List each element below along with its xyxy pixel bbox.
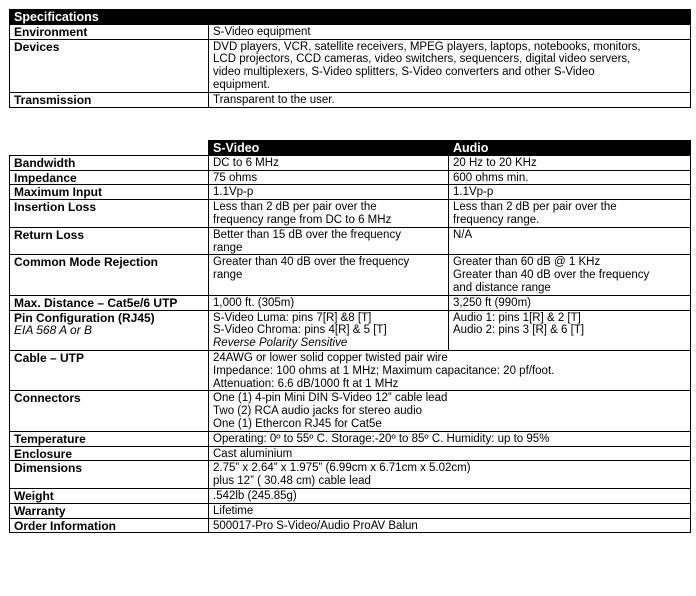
svideo-value — [209, 255, 449, 295]
svideo-value — [209, 155, 449, 170]
table-row — [10, 310, 691, 350]
table-row — [10, 446, 691, 461]
table-row — [10, 461, 691, 489]
row-label-text: Enclosure — [14, 446, 73, 461]
value-line: One (1) Ethercon RJ45 for Cat5e — [213, 417, 382, 430]
svideo-value — [209, 310, 449, 350]
row-label-text: Cable – UTP — [14, 350, 85, 365]
row-label — [10, 446, 209, 461]
value-line: 1.1Vp-p — [213, 186, 254, 199]
value-line: N/A — [453, 228, 473, 241]
row-label-text: Bandwidth — [14, 155, 76, 170]
row-value — [209, 503, 691, 518]
value-line: video multiplexers, S-Video splitters, S-Video converters and other S-Video — [213, 66, 595, 79]
value-line: Better than 15 dB over the frequency — [213, 228, 401, 241]
table-row — [10, 431, 691, 446]
row-value — [209, 461, 691, 489]
row-label: Devices — [10, 39, 209, 92]
value-line: range — [213, 241, 243, 254]
row-value — [209, 39, 691, 92]
row-label-text: Insertion Loss — [14, 200, 97, 215]
value-line: 1,000 ft. (305m) — [213, 296, 295, 309]
row-label-text: Max. Distance – Cat5e/6 UTP — [14, 295, 178, 310]
audio-value — [449, 170, 691, 185]
audio-column-header: Audio — [449, 141, 691, 156]
table-row — [10, 39, 691, 92]
value-line: 3,250 ft (990m) — [453, 296, 531, 309]
row-label-text: Order Information — [14, 518, 117, 533]
value-line: Less than 2 dB per pair over the — [213, 201, 377, 214]
row-label-text: Common Mode Rejection — [14, 255, 159, 270]
value-line: Greater than 40 dB over the frequency — [213, 256, 410, 269]
header-blank-cell — [10, 141, 209, 156]
row-value — [209, 518, 691, 533]
row-label: Transmission — [10, 92, 209, 107]
table-row — [10, 170, 691, 185]
value-line: DC to 6 MHz — [213, 156, 279, 169]
row-label-text: Dimensions — [14, 461, 83, 476]
row-label-text: Return Loss — [14, 227, 85, 242]
row-sublabel: EIA 568 A or B — [14, 323, 93, 338]
row-value: S-Video equipment — [209, 24, 691, 39]
value-line: 75 ohms — [213, 171, 258, 184]
row-label — [10, 461, 209, 489]
table-row — [10, 200, 691, 228]
value-line: Audio 2: pins 3 [R] & 6 [T] — [453, 324, 585, 337]
table-row — [10, 488, 691, 503]
row-value — [209, 431, 691, 446]
table-row — [10, 503, 691, 518]
audio-value — [449, 255, 691, 295]
specifications-table — [9, 9, 691, 108]
value-line: Impedance: 100 ohms at 1 MHz; Maximum capacitance: 20 pf/foot. — [213, 364, 555, 377]
audio-value — [449, 185, 691, 200]
row-label: Environment — [10, 24, 209, 39]
value-line: 20 Hz to 20 KHz — [453, 156, 537, 169]
row-label — [10, 295, 209, 310]
row-label — [10, 310, 209, 350]
row-value — [209, 391, 691, 431]
value-line: range — [213, 269, 243, 282]
row-label — [10, 227, 209, 255]
value-line: 24AWG or lower solid copper twisted pair wire — [213, 351, 448, 364]
svideo-value — [209, 227, 449, 255]
value-line: 500017-Pro S-Video/Audio ProAV Balun — [213, 519, 418, 532]
row-label-text: Weight — [14, 488, 54, 503]
table-row — [10, 295, 691, 310]
value-line: S-Video Luma: pins 7[R] &8 [T] — [213, 311, 372, 324]
svideo-value — [209, 185, 449, 200]
row-value — [209, 350, 691, 390]
table-row — [10, 24, 691, 39]
row-label — [10, 200, 209, 228]
svideo-value — [209, 170, 449, 185]
value-line: and distance range — [453, 281, 551, 294]
value-line: Audio 1: pins 1[R] & 2 [T] — [453, 311, 581, 324]
svideo-value — [209, 295, 449, 310]
audio-value — [449, 200, 691, 228]
value-line: frequency range. — [453, 213, 540, 226]
value-line: DVD players, VCR, satellite receivers, MPEG players, laptops, notebooks, monitors, — [213, 40, 641, 53]
row-label — [10, 185, 209, 200]
value-line: Operating: 0º to 55º C. Storage:-20º to 85º C. Humidity: up to 95% — [213, 432, 550, 445]
value-line: S-Video Chroma: pins 4[R] & 5 [T] — [213, 324, 387, 337]
row-label — [10, 350, 209, 390]
value-line: Lifetime — [213, 504, 254, 517]
row-label — [10, 391, 209, 431]
signal-specs-body — [10, 141, 691, 533]
value-line: Greater than 60 dB @ 1 KHz — [453, 256, 601, 269]
table-row — [10, 155, 691, 170]
table-row — [10, 350, 691, 390]
row-value: Transparent to the user. — [209, 92, 691, 107]
table-row — [10, 518, 691, 533]
row-label-text: Pin Configuration (RJ45) — [14, 310, 155, 325]
audio-value — [449, 227, 691, 255]
value-line: Cast aluminium — [213, 447, 293, 460]
table-row — [10, 92, 691, 107]
value-line: 600 ohms min. — [453, 171, 529, 184]
table-row — [10, 185, 691, 200]
value-line: Attenuation: 6.6 dB/1000 ft at 1 MHz — [213, 377, 399, 390]
value-line: plus 12” ( 30.48 cm) cable lead — [213, 475, 371, 488]
value-line: LCD projectors, CCD cameras, video switchers, sequencers, digital video servers, — [213, 53, 631, 66]
value-line: .542lb (245.85g) — [213, 489, 297, 502]
value-line: equipment. — [213, 78, 270, 91]
value-line: Two (2) RCA audio jacks for stereo audio — [213, 405, 423, 418]
row-label — [10, 155, 209, 170]
column-header-row — [10, 141, 691, 156]
svideo-column-header: S-Video — [209, 141, 449, 156]
audio-value — [449, 155, 691, 170]
row-label-text: Warranty — [14, 503, 66, 518]
audio-value — [449, 310, 691, 350]
value-line: 2.75” x 2.64” x 1.975” (6.99cm x 6.71cm x 5.02cm) — [213, 462, 471, 475]
specifications-title: Specifications — [10, 10, 691, 25]
value-line: 1.1Vp-p — [453, 186, 494, 199]
value-line: One (1) 4-pin Mini DIN S-Video 12” cable lead — [213, 392, 448, 405]
row-value — [209, 488, 691, 503]
signal-specs-table — [9, 140, 691, 533]
value-line: Greater than 40 dB over the frequency — [453, 269, 650, 282]
row-label — [10, 255, 209, 295]
row-label-text: Connectors — [14, 391, 81, 406]
row-label — [10, 431, 209, 446]
row-label — [10, 170, 209, 185]
row-value — [209, 446, 691, 461]
svideo-note: Reverse Polarity Sensitive — [213, 337, 348, 350]
row-label — [10, 518, 209, 533]
row-label — [10, 488, 209, 503]
svideo-value — [209, 200, 449, 228]
row-label — [10, 503, 209, 518]
row-label-text: Temperature — [14, 431, 86, 446]
audio-value — [449, 295, 691, 310]
row-label-text: Maximum Input — [14, 185, 103, 200]
row-label-text: Impedance — [14, 170, 77, 185]
table-row — [10, 227, 691, 255]
table-row — [10, 391, 691, 431]
table-row — [10, 255, 691, 295]
value-line: Less than 2 dB per pair over the — [453, 201, 617, 214]
value-line: frequency range from DC to 6 MHz — [213, 213, 392, 226]
specifications-header-row — [10, 10, 691, 25]
